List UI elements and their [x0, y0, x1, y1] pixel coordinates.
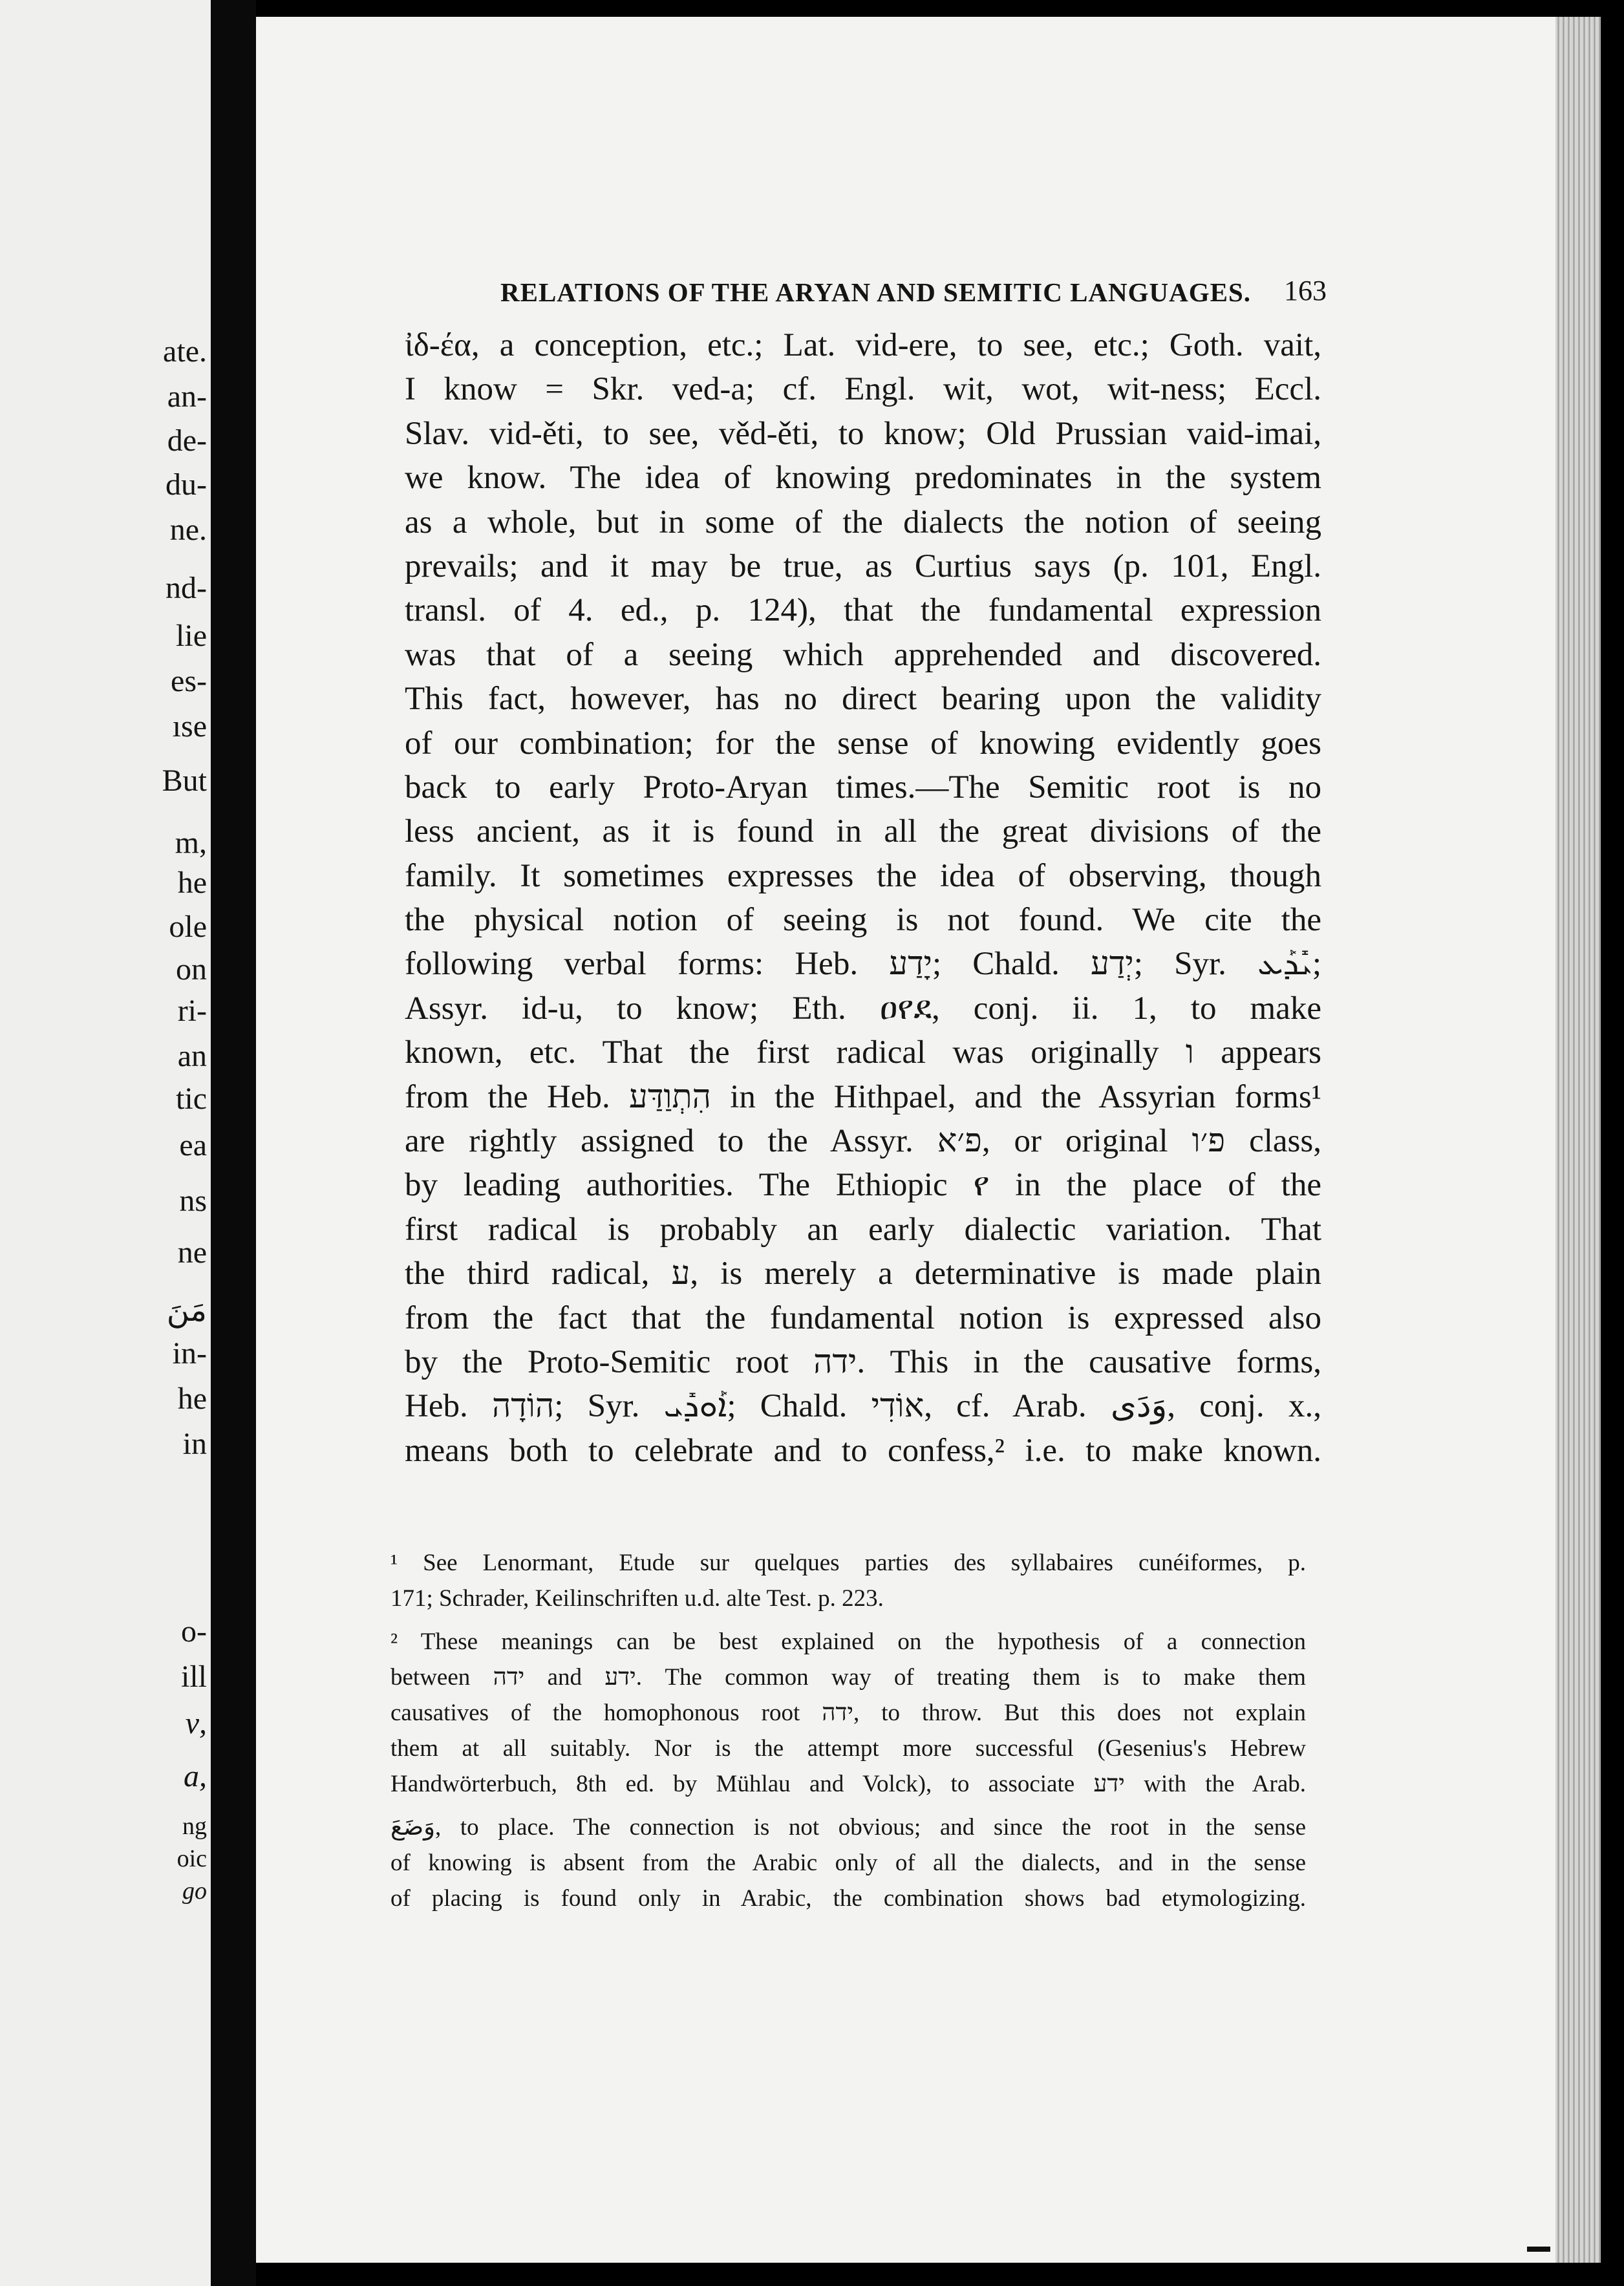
left-page-fragment: an: [177, 1039, 207, 1073]
footnote-line: 171; Schrader, Keilinschriften u.d. alte Test. p. 223.: [390, 1585, 884, 1612]
body-text: [405, 323, 1321, 1473]
body-line: transl. of 4. ed., p. 124), that the fundamental expression: [405, 592, 1321, 629]
book-gutter: [211, 0, 256, 2286]
body-line: ἰδ-έα, a conception, etc.; Lat. vid-ere, to see, etc.; Goth. vait,: [405, 327, 1321, 363]
left-page-fragment: ole: [169, 910, 207, 944]
left-page-fragment: ν,: [185, 1706, 207, 1740]
running-head: RELATIONS OF THE ARYAN AND SEMITIC LANGUAGES.: [500, 277, 1252, 307]
body-line: known, etc. That the first radical was originally ו appears: [405, 1034, 1321, 1071]
footnote-line: of placing is found only in Arabic, the combination shows bad etymologizing.: [390, 1885, 1306, 1912]
left-page-fragment: ıse: [172, 709, 207, 743]
body-line: back to early Proto-Aryan times.—The Semitic root is no: [405, 769, 1321, 806]
left-page-fragment: in: [182, 1427, 207, 1461]
page-block-edges: [1555, 17, 1601, 2263]
left-page-fragment: ne: [177, 1235, 207, 1270]
body-line: we know. The idea of knowing predominates in the system: [405, 460, 1321, 497]
left-page-fragment: ea: [179, 1128, 207, 1162]
left-page-fragment: oic: [176, 1845, 207, 1872]
left-page-fragment: But: [162, 764, 207, 798]
left-page-fragment: ns: [179, 1184, 207, 1218]
body-line: the third radical, ע, is merely a determinative is made plain: [405, 1255, 1321, 1292]
left-page-fragment: de-: [167, 423, 207, 458]
left-page-fragment: he: [177, 866, 207, 900]
body-line: This fact, however, has no direct bearing upon the validity: [405, 681, 1321, 718]
left-page-fragment: ill: [180, 1660, 207, 1694]
left-page-fragment: on: [176, 952, 207, 987]
page-number: 163: [1284, 275, 1327, 306]
body-line: first radical is probably an early dialectic variation. That: [405, 1211, 1321, 1248]
body-line: prevails; and it may be true, as Curtius says (p. 101, Engl.: [405, 548, 1321, 584]
left-page-fragment: he: [177, 1382, 207, 1416]
body-line: Heb. הוֹדָה; Syr. ܐܰܘܕܺܝ; Chald. אוֹדִי, cf. Arab. وَدَى, conj. x.,: [405, 1388, 1321, 1425]
left-page-fragment: du-: [166, 467, 207, 502]
body-line: of our combination; for the sense of knowing evidently goes: [405, 725, 1321, 762]
body-line: family. It sometimes expresses the idea of observing, though: [405, 857, 1321, 894]
scan-corner-mark: [1527, 2247, 1550, 2252]
body-line: are rightly assigned to the Assyr. פ׳א, or original פ׳ו class,: [405, 1123, 1321, 1160]
body-line: was that of a seeing which apprehended and discovered.: [405, 636, 1321, 673]
body-line: following verbal forms: Heb. יָדַע; Chald. יְדַע; Syr. ܝܺܕܰܥ;: [405, 946, 1321, 983]
body-line: by leading authorities. The Ethiopic የ in the place of the: [405, 1167, 1321, 1204]
left-page-fragment: an-: [167, 379, 207, 414]
left-page-fragment: nd-: [166, 571, 207, 605]
footnote-line: between ידה and ידע. The common way of treating them is to make them: [390, 1664, 1306, 1691]
left-page-fragment: in-: [172, 1336, 207, 1371]
left-page-fragment: a,: [184, 1759, 207, 1793]
left-page-fragment: tic: [176, 1082, 207, 1116]
body-line: Assyr. id-u, to know; Eth. ዐየደ, conj. ii. 1, to make: [405, 990, 1321, 1027]
body-line: as a whole, but in some of the dialects the notion of seeing: [405, 504, 1321, 540]
left-page-fragment: o-: [181, 1614, 207, 1649]
footnote-line: ² These meanings can be best explained on the hypothesis of a connection: [390, 1629, 1306, 1655]
left-facing-page: [0, 0, 211, 2286]
left-page-fragment: ng: [182, 1813, 207, 1840]
left-page-fragment: go: [182, 1877, 207, 1905]
body-line: I know = Skr. ved-a; cf. Engl. wit, wot, wit-ness; Eccl.: [405, 371, 1321, 408]
left-page-fragment: ate.: [163, 334, 207, 369]
body-line: Slav. vid-ěti, to see, věd-ěti, to know; Old Prussian vaid-imai,: [405, 415, 1321, 452]
left-page-fragment: ri-: [177, 994, 207, 1028]
body-line: means both to celebrate and to confess,² i.e. to make known.: [405, 1432, 1321, 1469]
footnote-line: ¹ See Lenormant, Etude sur quelques parties des syllabaires cunéiformes, p.: [390, 1550, 1306, 1576]
body-line: less ancient, as it is found in all the great divisions of the: [405, 813, 1321, 850]
footnote-line: them at all suitably. Nor is the attempt more successful (Gesenius's Hebrew: [390, 1735, 1306, 1762]
left-page-fragment: es-: [171, 664, 207, 698]
body-line: by the Proto-Semitic root ידה. This in the causative forms,: [405, 1343, 1321, 1380]
footnote-line: Handwörterbuch, 8th ed. by Mühlau and Volck), to associate ידע with the Arab.: [390, 1771, 1306, 1797]
footnote-line: of knowing is absent from the Arabic only of all the dialects, and in the sense: [390, 1850, 1306, 1876]
left-page-fragment: ne.: [169, 513, 207, 547]
left-page-fragment: مَنَ: [166, 1294, 207, 1328]
footnote-line: وَضَعَ, to place. The connection is not obvious; and since the root in the sense: [390, 1814, 1306, 1841]
left-page-fragment: lie: [176, 619, 207, 653]
body-line: the physical notion of seeing is not found. We cite the: [405, 902, 1321, 939]
body-line: from the Heb. הִתְוַדַּע in the Hithpael, and the Assyrian forms¹: [405, 1078, 1321, 1115]
body-line: from the fact that the fundamental notion is expressed also: [405, 1299, 1321, 1336]
footnotes: [390, 1545, 1306, 1916]
footnote-line: causatives of the homophonous root ידה, to throw. But this does not explain: [390, 1700, 1306, 1726]
left-page-fragment: m,: [175, 826, 207, 860]
